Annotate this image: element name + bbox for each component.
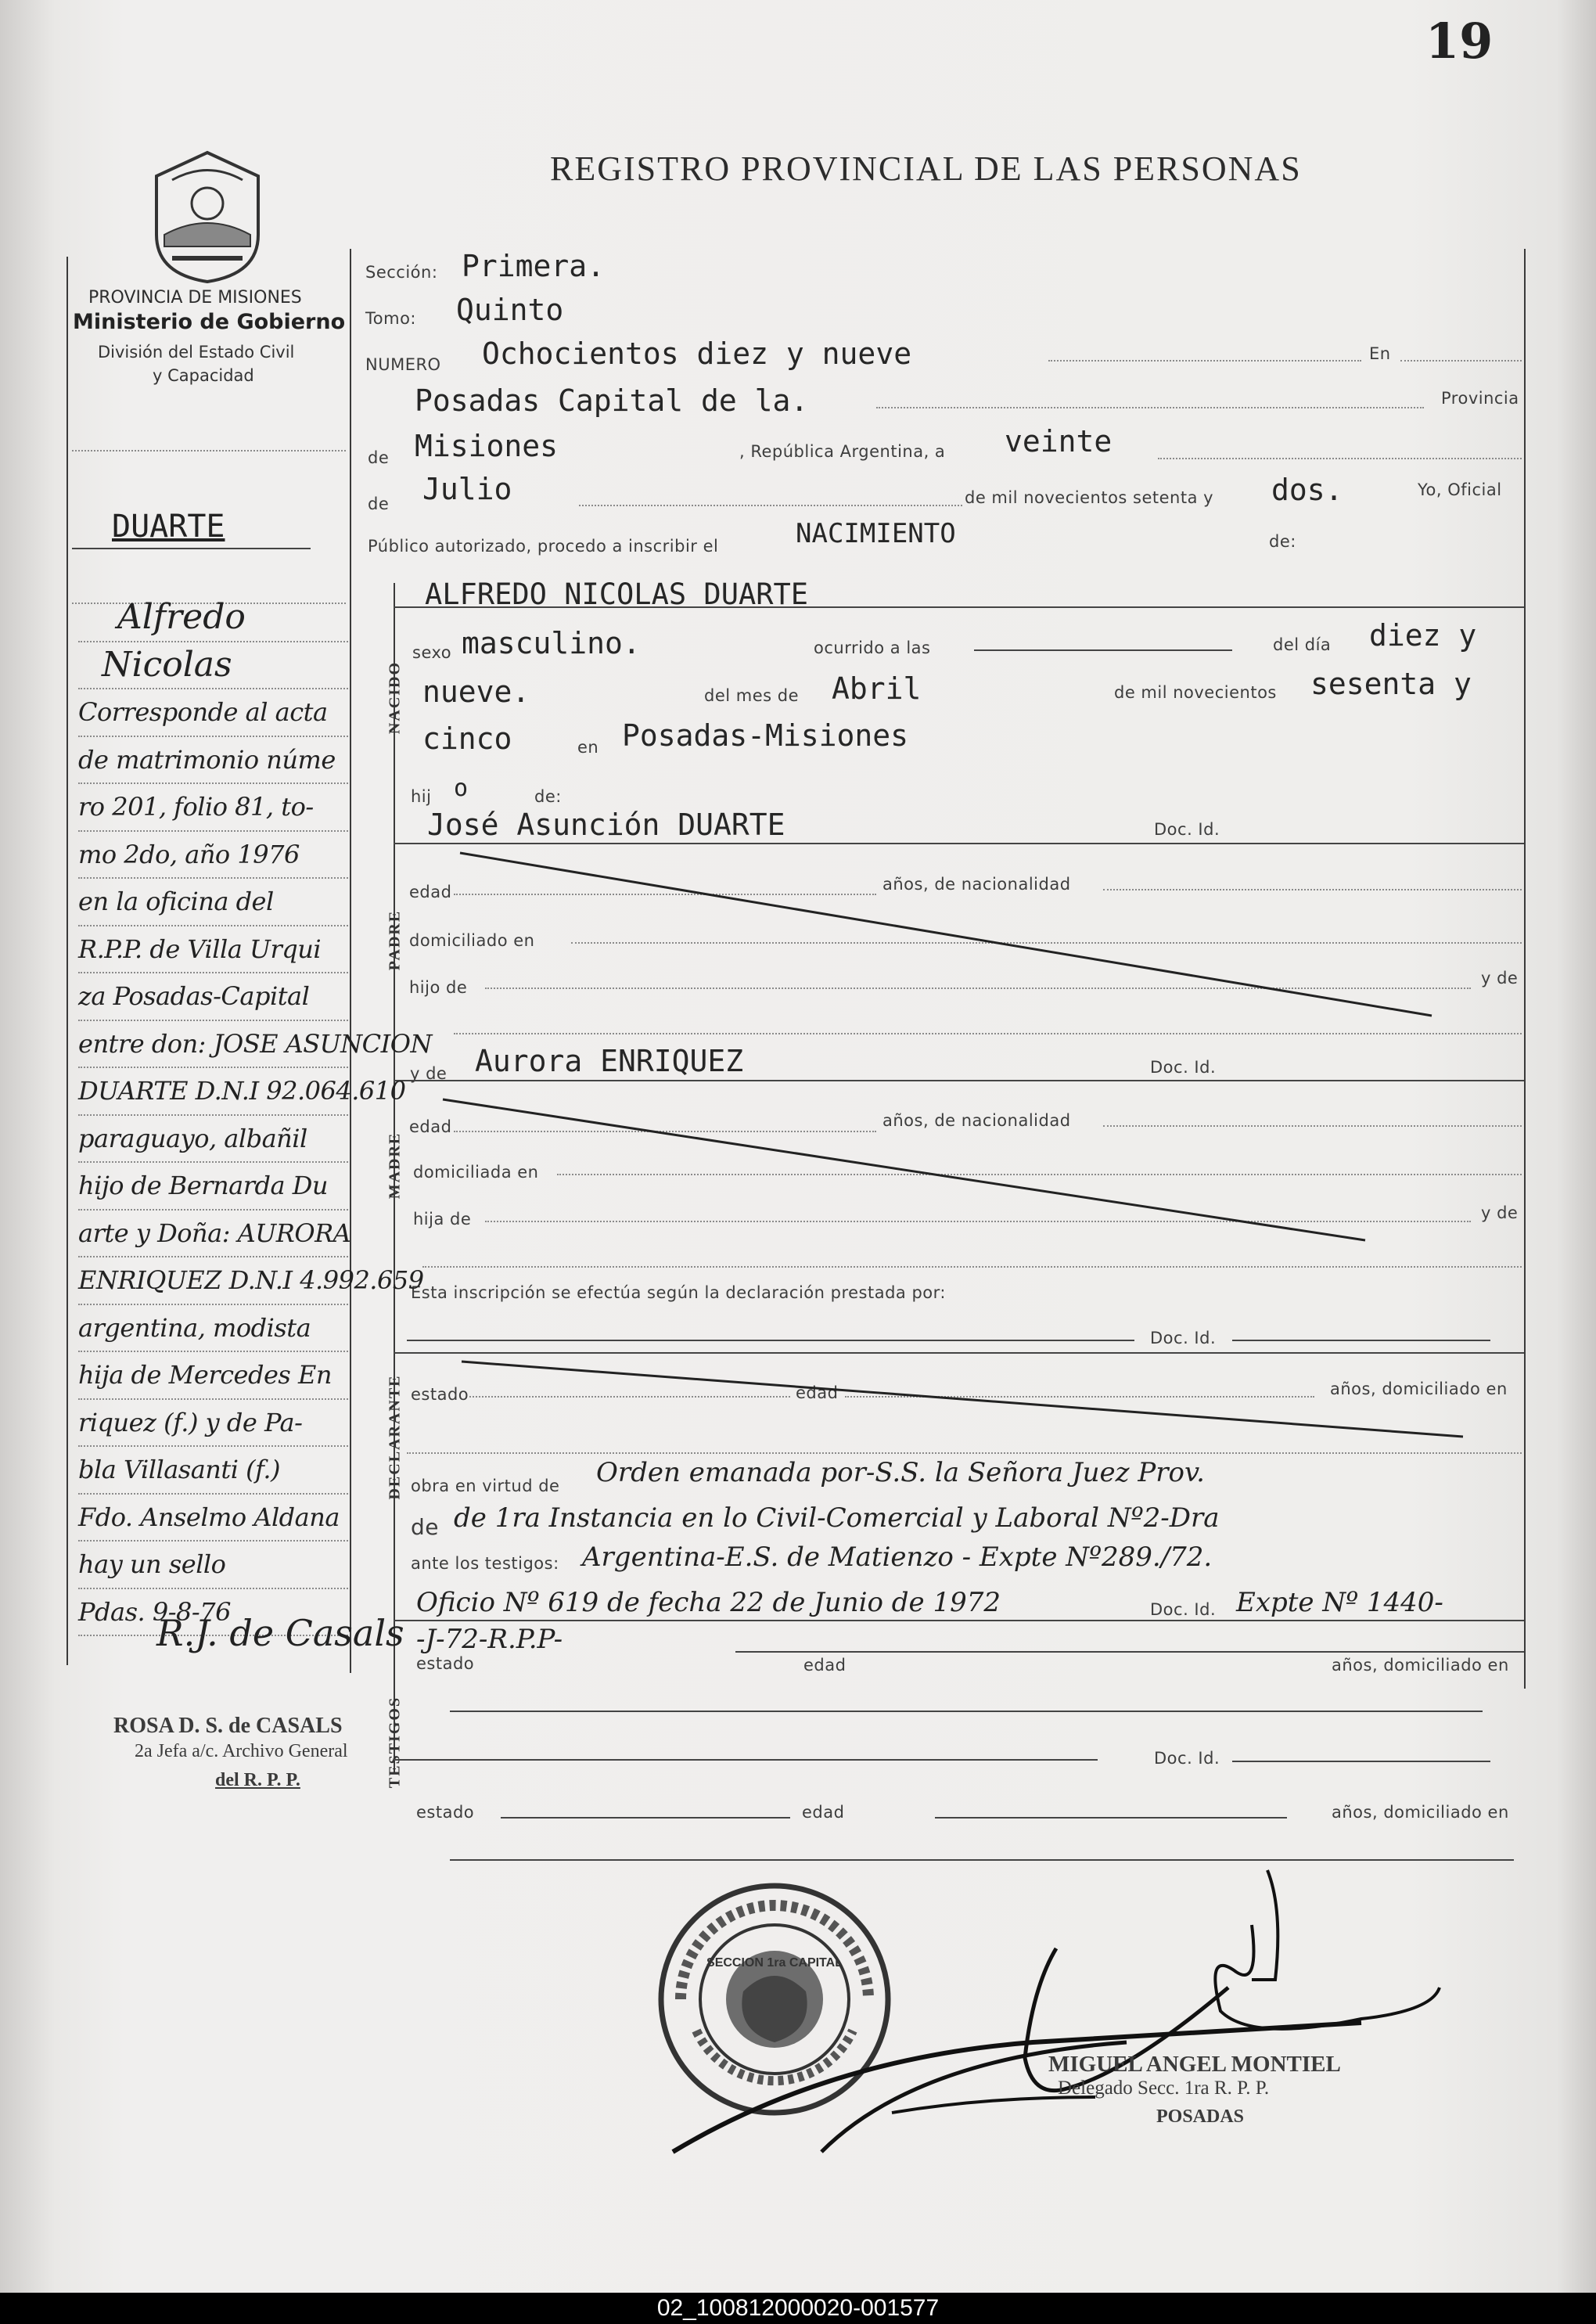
margin-note-line: Fdo. Anselmo Aldana [78,1495,348,1542]
label-de-1: de [368,448,390,467]
official-stamp-role: Delegado Secc. 1ra R. P. P. [1058,2078,1270,2099]
label-estado-testigo-1: estado [416,1654,475,1673]
label-de-3: de: [1269,532,1296,551]
label-y-de-padre: y de [1481,969,1519,988]
margin-stamp-name: ROSA D. S. de CASALS [113,1714,343,1738]
label-edad-padre: edad [409,883,452,901]
label-doc-id-testigo-1: Doc. Id. [1150,1600,1217,1619]
value-anio-nac: sesenta y [1310,667,1472,701]
agency-ministry: Ministerio de Gobierno [73,310,346,334]
label-estado-declarante: estado [411,1385,469,1404]
agency-province: PROVINCIA DE MISIONES [88,288,302,308]
document-title: REGISTRO PROVINCIAL DE LAS PERSONAS [550,149,1302,188]
side-label-padre: PADRE [386,909,404,971]
value-nombre-nacido: ALFREDO NICOLAS DUARTE [425,577,809,611]
value-expte: Expte Nº 1440- [1236,1587,1443,1618]
margin-note-line: argentina, modista [78,1305,348,1353]
official-stamp-name: MIGUEL ANGEL MONTIEL [1048,2052,1341,2077]
label-yo-oficial: Yo, Oficial [1418,480,1502,499]
margin-note-line: Nicolas [78,642,348,690]
margin-note-line: hay un sello [78,1542,348,1589]
margin-note-line: Pdas. 9-8-76 [78,1589,348,1637]
value-testigos-1: Argentina-E.S. de Matienzo - Expte Nº289./72. [582,1542,1213,1573]
svg-text:SECCION 1ra CAPITAL: SECCION 1ra CAPITAL [706,1956,843,1970]
margin-note-line: en la oficina del [78,879,348,926]
label-dom-testigo-2: años, domiciliado en [1332,1803,1509,1822]
label-en: En [1369,344,1391,363]
margin-note-line: DUARTE D.N.I 92.064.610 [78,1068,348,1116]
label-estado-testigo-2: estado [416,1803,475,1822]
label-edad-testigo-1: edad [803,1656,847,1675]
margin-note-line: ro 201, folio 81, to- [78,784,348,832]
margin-note-line: riquez (f.) y de Pa- [78,1400,348,1448]
label-seccion: Sección: [365,263,438,282]
image-id-footer: 02_100812000020-001577 [0,2293,1596,2324]
label-publico: Público autorizado, procedo a inscribir el [368,537,719,556]
label-de-2: de [368,495,390,513]
label-doc-id-testigo-2: Doc. Id. [1154,1749,1220,1768]
margin-note-line: hijo de Bernarda Du [78,1163,348,1211]
label-doc-id-declarante: Doc. Id. [1150,1329,1217,1347]
margin-note-line: hija de Mercedes En [78,1352,348,1400]
value-mes-inscripcion: Julio [422,472,512,506]
value-obra-2: de 1ra Instancia en lo Civil-Comercial y Laboral Nº2-Dra [454,1502,1220,1534]
value-sexo: masculino. [462,626,641,660]
label-ante: ante los testigos: [411,1554,559,1573]
value-mes-nac: Abril [832,671,922,706]
margin-signature: R.J. de Casals [156,1612,404,1654]
value-padre: José Asunción DUARTE [427,808,785,842]
margin-note-line: paraguayo, albañil [78,1116,348,1164]
label-edad-declarante: edad [796,1383,839,1402]
margin-note-line: arte y Doña: AURORA [78,1211,348,1258]
value-dia-nac: diez y [1369,618,1477,653]
agency-division-2: y Capacidad [153,366,254,385]
label-tomo: Tomo: [365,309,416,328]
label-de-mil-2: de mil novecientos [1114,683,1277,702]
margin-note-line: za Posadas-Capital [78,973,348,1021]
margin-note-line: R.P.P. de Villa Urqui [78,926,348,974]
margin-stamp-role: 2a Jefa a/c. Archivo General [135,1741,348,1761]
label-ocurrido: ocurrido a las [814,639,931,657]
value-anio-nac-2: cinco [422,721,512,756]
label-esta-inscripcion: Esta inscripción se efectúa según la declaración prestada por: [411,1283,946,1302]
value-seccion: Primera. [462,249,606,283]
label-de-mil: de mil novecientos setenta y [965,488,1214,507]
page-number: 19 [1425,13,1494,70]
label-del-mes: del mes de [704,686,800,705]
label-del-dia: del día [1273,635,1332,654]
agency-division: División del Estado Civil [98,343,295,362]
label-dom-testigo-1: años, domiciliado en [1332,1656,1509,1675]
label-obra: obra en virtud de [411,1477,560,1495]
label-doc-id-padre: Doc. Id. [1154,820,1220,839]
value-madre: Aurora ENRIQUEZ [475,1044,744,1078]
label-dom-declarante: años, domiciliado en [1330,1380,1508,1398]
margin-note-line: Corresponde al acta [78,689,348,737]
margin-note-line: ENRIQUEZ D.N.I 4.992.659 [78,1257,348,1305]
side-label-declarante: DECLARANTE [386,1374,404,1500]
label-de-5: de [411,1514,439,1540]
value-obra-1: Orden emanada por-S.S. la Señora Juez Prov. [596,1457,1205,1488]
label-nac-madre: años, de nacionalidad [882,1111,1071,1130]
label-de-4: de: [534,787,562,806]
value-lugar-nac: Posadas-Misiones [622,718,909,753]
value-dia-inscripcion: veinte [1005,424,1113,459]
label-hija-de-madre: hija de [413,1210,472,1229]
label-hij: hij [411,787,432,806]
label-edad-testigo-2: edad [802,1803,845,1822]
value-hijo-suffix: o [454,775,469,802]
label-y-de-madre-2: y de [1481,1203,1519,1222]
label-provincia: Provincia [1441,389,1519,408]
value-numero: Ochocientos diez y nueve [482,336,912,371]
margin-note-line: de matrimonio núme [78,737,348,785]
value-tomo: Quinto [456,293,564,327]
label-hijo-de-padre: hijo de [409,978,468,997]
margin-note-line: mo 2do, año 1976 [78,832,348,880]
value-dia-nac-2: nueve. [422,675,530,709]
side-label-madre: MADRE [386,1131,404,1200]
label-republica: , República Argentina, a [739,442,946,461]
official-signature [657,1862,1533,2191]
margin-apellido: DUARTE [112,509,225,545]
side-label-nacido: NACIDO [386,660,404,735]
label-sexo: sexo [412,643,452,662]
margin-stamp-org: del R. P. P. [215,1770,300,1790]
label-domiciliada-madre: domiciliada en [413,1163,539,1182]
label-edad-madre: edad [409,1117,452,1136]
value-acto: NACIMIENTO [796,518,956,549]
margin-note-line: entre don: JOSE ASUNCION [78,1021,348,1069]
official-stamp-place: POSADAS [1156,2106,1245,2127]
value-expte-2: -J-72-R.P.P- [416,1624,563,1655]
label-doc-id-madre: Doc. Id. [1150,1058,1217,1077]
value-lugar: Posadas Capital de la. [415,383,809,418]
label-nac-padre: años, de nacionalidad [882,875,1071,894]
label-domiciliado-padre: domiciliado en [409,931,535,950]
value-oficio: Oficio Nº 619 de fecha 22 de Junio de 1972 [416,1587,1001,1618]
label-numero: NUMERO [365,355,441,374]
label-y-de-madre: y de [410,1064,448,1083]
side-label-testigos: TESTIGOS [386,1696,404,1789]
margin-note-line: bla Villasanti (f.) [78,1447,348,1495]
value-anio-inscripcion: dos. [1271,473,1343,507]
label-en-2: en [577,738,599,757]
margin-note-line: Alfredo [78,595,348,642]
value-provincia: Misiones [415,429,559,463]
